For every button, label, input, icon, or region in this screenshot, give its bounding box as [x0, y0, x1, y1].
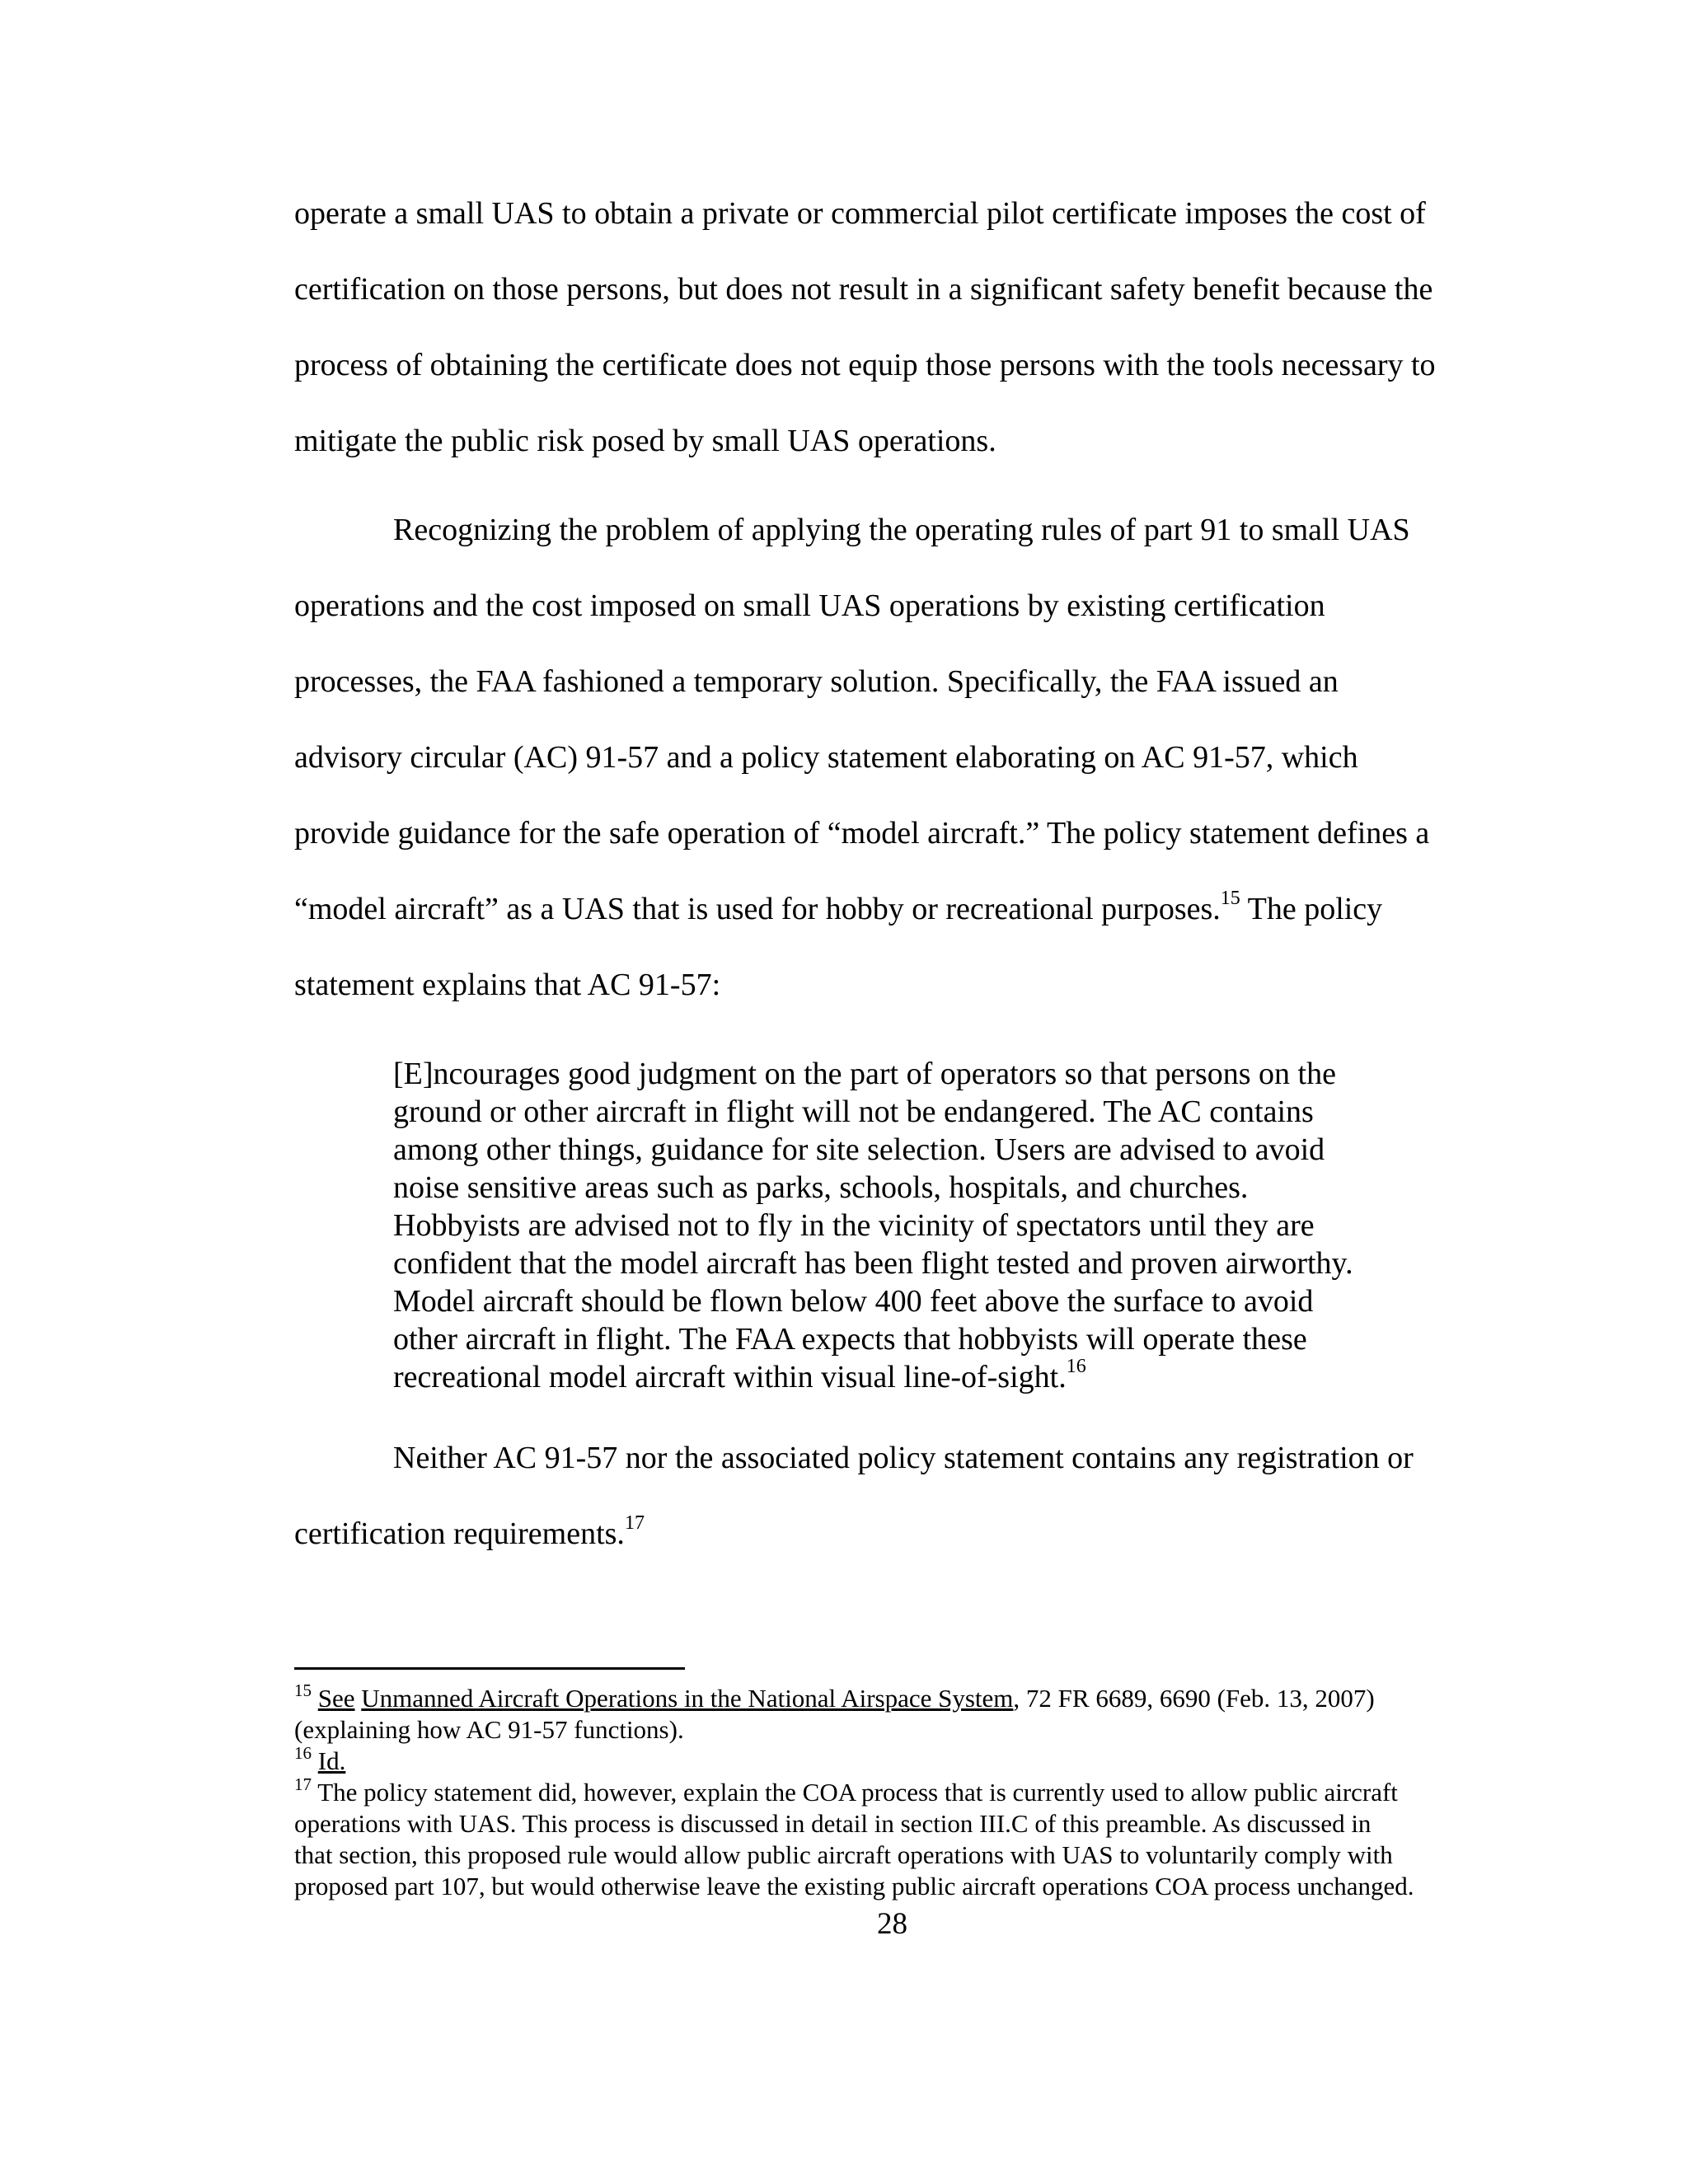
footnote-ref-17[interactable]: 17	[624, 1512, 645, 1535]
blockquote-line: noise sensitive areas such as parks, schools, hospitals, and churches.	[393, 1170, 1249, 1205]
footnote-15	[294, 1680, 1375, 1714]
blockquote-line	[393, 1358, 1086, 1396]
footnote-ref-15[interactable]: 15	[1220, 888, 1240, 910]
blockquote-line: confident that the model aircraft has been flight tested and proven airworthy.	[393, 1246, 1353, 1281]
body-line: statement explains that AC 91-57:	[294, 968, 721, 1002]
footnote-17-line: proposed part 107, but would otherwise leave the existing public aircraft operations COA process unchanged.	[294, 1872, 1414, 1900]
footnote-17-line: operations with UAS. This process is discussed in detail in section III.C of this preamble. As discussed in	[294, 1809, 1372, 1838]
body-line: certification on those persons, but does not result in a significant safety benefit because the	[294, 272, 1433, 307]
blockquote-text: recreational model aircraft within visual line-of-sight.	[393, 1360, 1067, 1394]
footnote-text: The policy statement did, however, explain the COA process that is currently used to allow public aircraft	[317, 1778, 1398, 1807]
see-signal: See	[317, 1684, 355, 1713]
body-text: The policy	[1240, 892, 1383, 926]
blockquote-line: [E]ncourages good judgment on the part of operators so that persons on the	[393, 1057, 1336, 1091]
body-line: process of obtaining the certificate does not equip those persons with the tools necessary to	[294, 348, 1436, 382]
blockquote-line: ground or other aircraft in flight will not be endangered. The AC contains	[393, 1094, 1314, 1129]
body-line: Recognizing the problem of applying the operating rules of part 91 to small UAS	[393, 513, 1410, 547]
body-line: processes, the FAA fashioned a temporary solution. Specifically, the FAA issued an	[294, 664, 1339, 699]
footnote-number: 16	[294, 1742, 312, 1763]
body-line: operate a small UAS to obtain a private or commercial pilot certificate imposes the cost of	[294, 196, 1426, 231]
body-line	[294, 1512, 645, 1553]
body-text: “model aircraft” as a UAS that is used for hobby or recreational purposes.	[294, 892, 1221, 926]
blockquote-line: Model aircraft should be flown below 400 feet above the surface to avoid	[393, 1284, 1314, 1319]
body-line: advisory circular (AC) 91-57 and a policy statement elaborating on AC 91-57, which	[294, 740, 1358, 775]
footnote-17-line: that section, this proposed rule would allow public aircraft operations with UAS to voluntarily comply with	[294, 1840, 1393, 1869]
footnote-16	[294, 1742, 346, 1777]
footnote-number: 15	[294, 1680, 312, 1700]
body-line	[294, 890, 1382, 928]
body-line: mitigate the public risk posed by small UAS operations.	[294, 424, 996, 458]
page-number: 28	[877, 1907, 907, 1941]
body-line: provide guidance for the safe operation of “model aircraft.” The policy statement defines a	[294, 816, 1430, 851]
body-line: operations and the cost imposed on small UAS operations by existing certification	[294, 588, 1325, 623]
footnote-text: Id.	[317, 1746, 346, 1775]
body-line: Neither AC 91-57 nor the associated policy statement contains any registration or	[393, 1441, 1414, 1475]
footnote-number: 17	[294, 1774, 312, 1794]
body-text: certification requirements.	[294, 1516, 625, 1551]
blockquote-line: other aircraft in flight. The FAA expects that hobbyists will operate these	[393, 1322, 1307, 1357]
citation-title: Unmanned Aircraft Operations in the National Airspace System	[361, 1684, 1014, 1713]
footnote-17	[294, 1774, 1398, 1808]
footnote-separator	[294, 1667, 685, 1670]
blockquote-line: Hobbyists are advised not to fly in the vicinity of spectators until they are	[393, 1208, 1315, 1243]
citation-text: , 72 FR 6689, 6690 (Feb. 13, 2007)	[1013, 1684, 1375, 1713]
footnote-ref-16[interactable]: 16	[1066, 1356, 1086, 1378]
blockquote-line: among other things, guidance for site selection. Users are advised to avoid	[393, 1132, 1325, 1167]
footnote-15-line2: (explaining how AC 91-57 functions).	[294, 1715, 684, 1744]
